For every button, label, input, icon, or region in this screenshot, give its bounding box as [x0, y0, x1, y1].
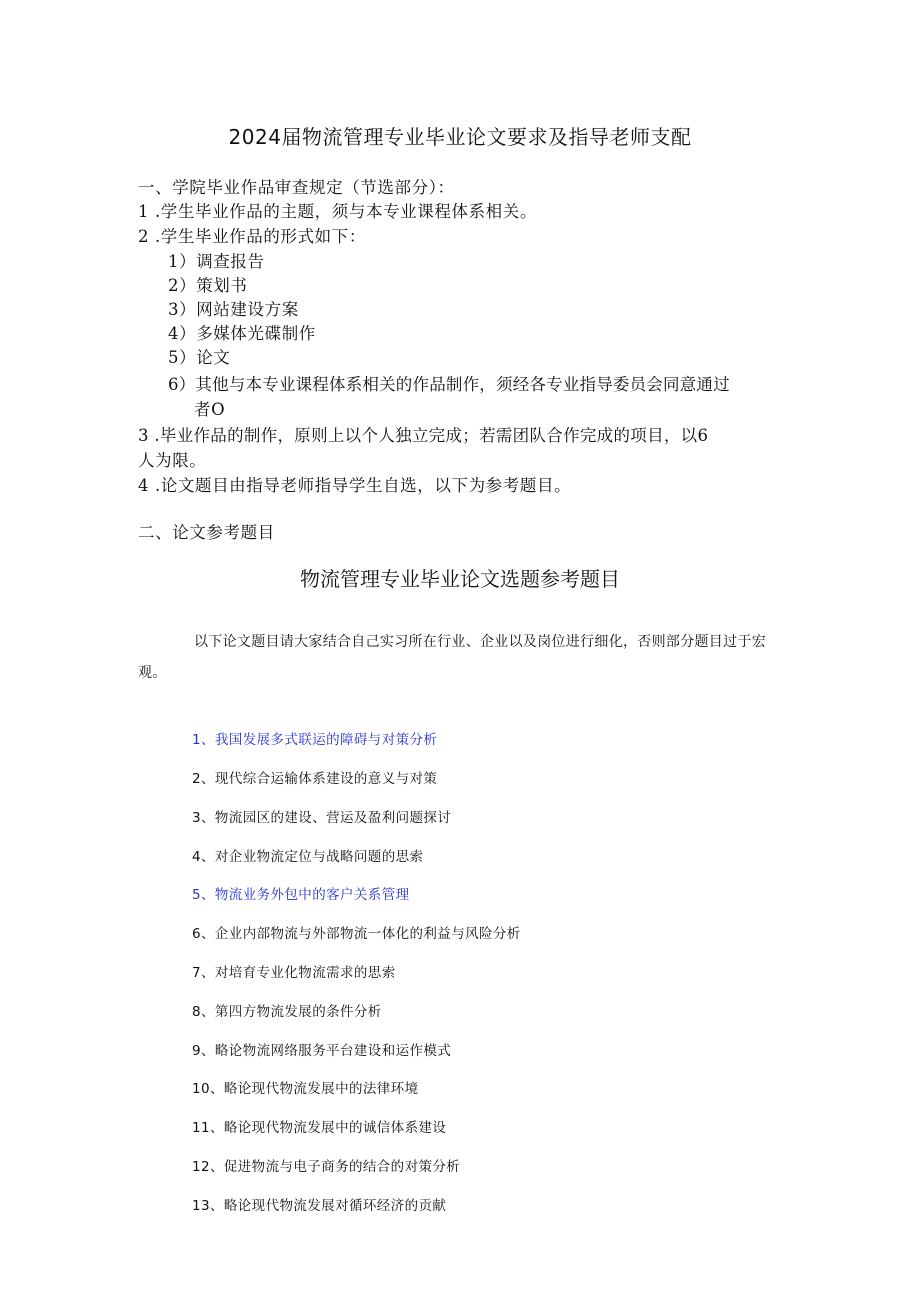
topics-subtitle: 物流管理专业毕业论文选题参考题目: [300, 567, 620, 591]
topic-item-12: 12、促进物流与电子商务的结合的对策分析: [192, 1159, 461, 1175]
topic-item-9: 9、略论物流网络服务平台建设和运作模式: [192, 1043, 452, 1059]
document-title: 2024届物流管理专业毕业论文要求及指导老师支配: [228, 125, 692, 149]
topics-intro: 以下论文题目请大家结合自己实习所在行业、企业以及岗位进行细化，否则部分题目过于宏观。: [138, 634, 766, 681]
topic-item-1: 1、我国发展多式联运的障碍与对策分析: [192, 732, 438, 748]
section-2-heading: 二、论文参考题目: [138, 523, 275, 542]
rule-4: 4 .论文题目由指导老师指导学生自选，以下为参考题目。: [138, 476, 572, 495]
topic-item-4: 4、对企业物流定位与战略问题的思索: [192, 849, 424, 865]
topic-item-8: 8、第四方物流发展的条件分析: [192, 1004, 382, 1020]
form-item-2: 2）策划书: [168, 276, 248, 295]
topic-item-2: 2、现代综合运输体系建设的意义与对策: [192, 771, 438, 787]
form-item-5: 5）论文: [168, 348, 231, 367]
rule-3-line-2: 人为限。: [138, 451, 207, 470]
topic-item-13: 13、略论现代物流发展对循环经济的贡献: [192, 1198, 447, 1214]
section-1-heading: 一、学院毕业作品审查规定（节选部分）：: [138, 178, 455, 197]
form-item-1: 1）调查报告: [168, 252, 265, 271]
form-item-3: 3）网站建设方案: [168, 300, 299, 319]
topic-item-11: 11、略论现代物流发展中的诚信体系建设: [192, 1120, 447, 1136]
topic-item-5: 5、物流业务外包中的客户关系管理: [192, 887, 410, 903]
form-item-6-continuation: 者O: [194, 400, 226, 419]
form-item-6: 6）其他与本专业课程体系相关的作品制作，须经各专业指导委员会同意通过: [168, 375, 730, 394]
form-item-4: 4）多媒体光碟制作: [168, 324, 316, 343]
topic-item-7: 7、对培育专业化物流需求的思索: [192, 965, 396, 981]
rule-1: 1 .学生毕业作品的主题，须与本专业课程体系相关。: [138, 202, 537, 221]
rule-2: 2 .学生毕业作品的形式如下：: [138, 227, 366, 246]
rule-3-line-1: 3 .毕业作品的制作，原则上以个人独立完成；若需团队合作完成的项目，以6: [138, 426, 709, 445]
topic-item-6: 6、企业内部物流与外部物流一体化的利益与风险分析: [192, 926, 521, 942]
topic-item-3: 3、物流园区的建设、营运及盈利问题探讨: [192, 810, 452, 826]
topic-item-10: 10、略论现代物流发展中的法律环境: [192, 1081, 419, 1097]
